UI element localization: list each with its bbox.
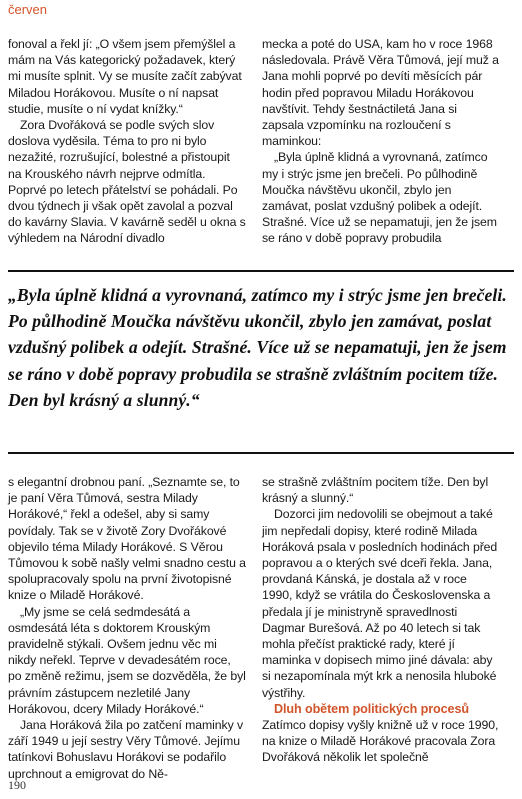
- pull-quote-top-rule: [8, 270, 514, 272]
- paragraph: se strašně zvláštním pocitem tíže. Den byl krásný a slunný.“: [262, 475, 489, 506]
- bottom-right-column: [262, 474, 500, 766]
- paragraph: „Byla úplně klidná a vyrovnaná, zatímco my i strýc jsme jen brečeli. Po půlhodině Moučka návštěvu ukončil, zbylo jen zamávat, poslat vzdušný polibek a odejít. Strašné. Více už se nepamatuji, jen že jsem se ráno v době popravy probudila: [262, 150, 497, 246]
- section-subheading: Dluh obětem politických procesů: [274, 701, 469, 716]
- top-left-column: [8, 36, 246, 247]
- paragraph: Zora Dvořáková se podle svých slov doslova vyděsila. Téma to pro ni bylo nezažité, rozrušující, bolestné a přistoupit na Krouského návrh nejprve odmítla. Poprvé po letech přátelství se pohádali. Po dvou týdnech ji však opět zavolal a pozval do kavárny Slavia. V kavárně seděl u okna s výhledem na Národní divadlo: [8, 118, 246, 246]
- top-right-column: [262, 36, 500, 247]
- bottom-left-column: [8, 474, 246, 782]
- paragraph: s elegantní drobnou paní. „Seznamte se, to je paní Věra Tůmová, sestra Milady Horákové,“ řekl a odešel, aby si samy povídaly. Tak se v životě Zory Dvořákové objevilo téma Milady Horákové. S Věrou Tůmovou k sobě našly velmi snadno cestu a spolupracovaly spolu na první životopisné knize o Miladě Horákové.: [8, 475, 246, 603]
- paragraph: Jana Horáková žila po zatčení maminky v září 1949 u její sestry Věry Tůmové. Jejímu tatínkovi Bohuslavu Horákovi se podařilo uprchnout a emigrovat do Ně-: [8, 718, 244, 781]
- paragraph: „My jsme se celá sedmdesátá a osmdesátá léta s doktorem Krouským pravidelně stýkali. Ovšem jednu věc mi nikdy neřekl. Teprve v devadesátém roce, po změně režimu, jsem se dozvěděla, že byl právním zástupcem nezletilé Jany Horákovou, dcery Milady Horákové.“: [8, 604, 246, 716]
- pull-quote-bottom-rule: [8, 452, 514, 454]
- paragraph: mecka a poté do USA, kam ho v roce 1968 následovala. Právě Věra Tůmová, její muž a Jana mohli poprvé po devíti měsících pár hodin před popravou Miladu Horákovou navštívit. Tehdy šestnáctiletá Jana si zapsala vzpomínku na rozloučení s maminkou:: [262, 37, 499, 149]
- paragraph: fonoval a řekl jí: „O všem jsem přemýšlel a mám na Vás kategorický požadavek, který mi musíte splnit. Vy se musíte začít zabývat Miladou Horákovou. Musíte o ní napsat studie, musíte o ní vydat knížky.“: [8, 37, 242, 116]
- paragraph: Dozorci jim nedovolili se obejmout a také jim nepředali dopisy, které rodině Milada Horáková psala v posledních hodinách před popravou a o kterých své dceři řekla. Jana, provdaná Kánská, je dostala až v roce 1990, když se vrátila do Československa a předala jí je ministryně spravedlnosti Dagmar Burešová. Až po 40 letech si tak mohla přečíst praktické rady, které jí maminka v dopisech mimo jiné dávala: aby si nezapomínala mýt krk a nenosila hluboké výstřihy.: [262, 507, 498, 700]
- page-number: 190: [8, 778, 26, 792]
- pull-quote: „Byla úplně klidná a vyrovnaná, zatímco my i strýc jsme jen brečeli. Po půlhodině Moučka návštěvu ukončil, zbylo jen zamávat, poslat vzdušný polibek a odejít. Strašné. Více už se nepamatuji, jen že jsem se ráno v době popravy probudila se strašně zvláštním pocitem tíže. Den byl krásný a slunný.“: [8, 285, 507, 410]
- paragraph: Zatímco dopisy vyšly knižně už v roce 1990, na knize o Miladě Horákové pracovala Zora Dvořáková několik let společně: [262, 718, 499, 765]
- section-label: červen: [8, 2, 48, 17]
